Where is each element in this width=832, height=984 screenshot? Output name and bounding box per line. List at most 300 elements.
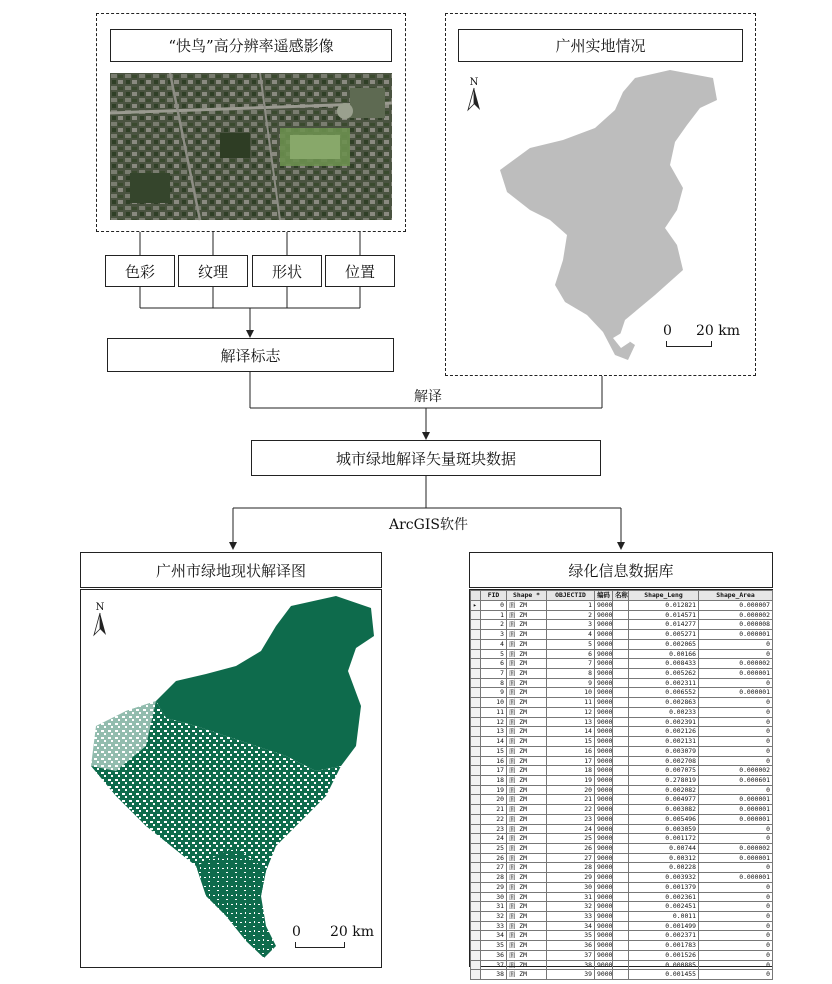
table-cell: 27 <box>481 863 507 873</box>
table-cell: 9000 <box>595 659 613 669</box>
row-selector[interactable] <box>471 630 481 640</box>
feature-color: 色彩 <box>105 255 175 287</box>
table-cell: 0.002391 <box>629 717 699 727</box>
table-cell: 33 <box>481 921 507 931</box>
table-cell <box>613 785 629 795</box>
table-row[interactable] <box>471 756 773 766</box>
table-cell: 0.012821 <box>629 601 699 611</box>
table-cell: 9000 <box>595 688 613 698</box>
table-cell: 17 <box>547 756 595 766</box>
table-row[interactable] <box>471 882 773 892</box>
table-body <box>471 601 773 980</box>
table-cell: 24 <box>481 834 507 844</box>
table-cell: 0 <box>699 921 773 931</box>
table-cell: 25 <box>481 843 507 853</box>
table-cell <box>613 814 629 824</box>
table-cell <box>613 805 629 815</box>
interpretation-sign-box: 解译标志 <box>107 338 394 372</box>
table-cell: 9 <box>481 688 507 698</box>
table-cell: 9000 <box>595 610 613 620</box>
table-cell: 9000 <box>595 785 613 795</box>
guangzhou-outline-map <box>495 70 725 370</box>
row-selector[interactable] <box>471 931 481 941</box>
table-row[interactable] <box>471 873 773 883</box>
table-cell: 35 <box>547 931 595 941</box>
column-header[interactable]: OBJECTID <box>547 591 595 601</box>
north-arrow-icon <box>467 88 481 110</box>
table-row[interactable] <box>471 639 773 649</box>
table-cell: 0.000002 <box>699 843 773 853</box>
north-label-bottom: N <box>95 602 105 613</box>
table-cell: 5 <box>547 639 595 649</box>
table-cell: 15 <box>481 746 507 756</box>
row-selector[interactable] <box>471 853 481 863</box>
row-selector[interactable] <box>471 941 481 951</box>
row-selector[interactable] <box>471 950 481 960</box>
table-cell <box>613 678 629 688</box>
table-cell: 9000 <box>595 882 613 892</box>
table-row[interactable] <box>471 805 773 815</box>
table-cell: 0.005496 <box>629 814 699 824</box>
table-cell: 面 ZM <box>507 639 547 649</box>
row-selector[interactable] <box>471 863 481 873</box>
row-selector[interactable] <box>471 707 481 717</box>
table-cell: 0.001526 <box>629 950 699 960</box>
table-cell: 0 <box>699 639 773 649</box>
table-cell: 面 ZM <box>507 902 547 912</box>
table-cell <box>613 950 629 960</box>
table-cell <box>613 639 629 649</box>
table-cell: 面 ZM <box>507 863 547 873</box>
table-cell: 面 ZM <box>507 931 547 941</box>
table-cell: 19 <box>481 785 507 795</box>
feature-shape: 形状 <box>252 255 322 287</box>
table-cell: 32 <box>481 912 507 922</box>
table-row[interactable] <box>471 620 773 630</box>
table-cell: 39 <box>547 970 595 980</box>
row-selector[interactable] <box>471 775 481 785</box>
row-selector[interactable] <box>471 737 481 747</box>
table-cell: 0 <box>699 970 773 980</box>
row-selector[interactable] <box>471 639 481 649</box>
table-cell: 面 ZM <box>507 970 547 980</box>
table-cell: 32 <box>547 902 595 912</box>
table-cell: 0.000001 <box>699 805 773 815</box>
table-cell: 0 <box>481 601 507 611</box>
table-cell: 9000 <box>595 921 613 931</box>
table-cell: 0.000007 <box>699 601 773 611</box>
table-row[interactable] <box>471 630 773 640</box>
row-selector[interactable] <box>471 843 481 853</box>
table-cell: 面 ZM <box>507 688 547 698</box>
table-cell: 24 <box>547 824 595 834</box>
table-row[interactable] <box>471 737 773 747</box>
table-cell: 面 ZM <box>507 795 547 805</box>
table-row[interactable] <box>471 824 773 834</box>
column-header[interactable]: Shape_Leng <box>629 591 699 601</box>
table-cell <box>613 970 629 980</box>
table-cell: 8 <box>481 678 507 688</box>
table-cell: 9000 <box>595 912 613 922</box>
table-cell: 9000 <box>595 824 613 834</box>
table-cell: 1 <box>547 601 595 611</box>
row-selector[interactable] <box>471 717 481 727</box>
table-cell: 17 <box>481 766 507 776</box>
table-row[interactable] <box>471 941 773 951</box>
table-cell: 5 <box>481 649 507 659</box>
table-row[interactable] <box>471 601 773 611</box>
table-cell: 33 <box>547 912 595 922</box>
table-cell <box>613 960 629 970</box>
table-header-row <box>471 591 773 601</box>
table-cell: 23 <box>481 824 507 834</box>
table-cell: 0.002371 <box>629 931 699 941</box>
table-cell: 0.005262 <box>629 669 699 679</box>
table-row[interactable] <box>471 610 773 620</box>
table-row[interactable] <box>471 698 773 708</box>
table-cell: 9000 <box>595 727 613 737</box>
row-selector-header <box>471 591 481 601</box>
table-cell: 26 <box>481 853 507 863</box>
row-selector[interactable] <box>471 824 481 834</box>
table-cell: 9000 <box>595 902 613 912</box>
table-cell <box>613 843 629 853</box>
table-cell: 0.003082 <box>629 805 699 815</box>
column-header[interactable]: Shape * <box>507 591 547 601</box>
column-header[interactable]: Shape_Area <box>699 591 773 601</box>
table-cell: 面 ZM <box>507 892 547 902</box>
vector-data-box: 城市绿地解译矢量斑块数据 <box>251 440 601 476</box>
table-row[interactable] <box>471 688 773 698</box>
table-cell: 0.014277 <box>629 620 699 630</box>
table-row[interactable] <box>471 921 773 931</box>
table-cell: 16 <box>481 756 507 766</box>
row-selector[interactable] <box>471 688 481 698</box>
table-cell <box>613 610 629 620</box>
table-row[interactable] <box>471 766 773 776</box>
row-selector[interactable] <box>471 785 481 795</box>
table-cell: 29 <box>547 873 595 883</box>
table-cell: 38 <box>481 970 507 980</box>
scale-bar-bottom <box>295 942 345 948</box>
row-selector[interactable] <box>471 873 481 883</box>
table-cell: 0.002065 <box>629 639 699 649</box>
table-cell: 面 ZM <box>507 785 547 795</box>
table-cell: 38 <box>547 960 595 970</box>
table-cell <box>613 707 629 717</box>
table-cell: 9000 <box>595 756 613 766</box>
scale-zero-top: 0 <box>663 323 672 339</box>
table-cell: 9000 <box>595 960 613 970</box>
table-cell: 9000 <box>595 941 613 951</box>
table-row[interactable] <box>471 912 773 922</box>
table-cell: 0.000002 <box>699 610 773 620</box>
table-cell: 9000 <box>595 698 613 708</box>
table-row[interactable] <box>471 795 773 805</box>
table-cell: 20 <box>547 785 595 795</box>
table-cell: 0.000002 <box>699 766 773 776</box>
table-cell: 0.000885 <box>629 960 699 970</box>
table-cell: 0.00228 <box>629 863 699 873</box>
column-header[interactable]: 名称 <box>613 591 629 601</box>
row-selector[interactable] <box>471 727 481 737</box>
table-cell: 36 <box>481 950 507 960</box>
table-cell: 0.003079 <box>629 746 699 756</box>
table-cell: 面 ZM <box>507 746 547 756</box>
row-selector[interactable] <box>471 892 481 902</box>
table-cell <box>613 873 629 883</box>
table-cell: 2 <box>547 610 595 620</box>
table-cell: 面 ZM <box>507 766 547 776</box>
table-cell: 0.000002 <box>699 659 773 669</box>
table-cell: 0 <box>699 756 773 766</box>
row-selector[interactable] <box>471 902 481 912</box>
table-cell <box>613 853 629 863</box>
feature-position: 位置 <box>325 255 395 287</box>
table-row[interactable] <box>471 843 773 853</box>
table-cell: 0.278019 <box>629 775 699 785</box>
table-cell: 面 ZM <box>507 601 547 611</box>
table-cell: 26 <box>547 843 595 853</box>
table-cell: 面 ZM <box>507 912 547 922</box>
table-cell: 36 <box>547 941 595 951</box>
table-cell: 3 <box>547 620 595 630</box>
row-selector[interactable] <box>471 746 481 756</box>
column-header[interactable]: 编码 <box>595 591 613 601</box>
table-cell: 14 <box>481 737 507 747</box>
table-cell: 0.002863 <box>629 698 699 708</box>
table-row[interactable] <box>471 717 773 727</box>
row-selector[interactable] <box>471 766 481 776</box>
table-cell: 0 <box>699 678 773 688</box>
row-selector[interactable] <box>471 805 481 815</box>
table-cell: 0 <box>699 717 773 727</box>
row-selector[interactable] <box>471 795 481 805</box>
table-cell: 面 ZM <box>507 775 547 785</box>
table-cell: 23 <box>547 814 595 824</box>
table-cell: 0.002451 <box>629 902 699 912</box>
table-cell: 28 <box>481 873 507 883</box>
table-cell: 0.000001 <box>699 630 773 640</box>
attribute-table[interactable] <box>470 590 773 980</box>
table-row[interactable] <box>471 814 773 824</box>
table-cell: 面 ZM <box>507 805 547 815</box>
table-cell: 0 <box>699 727 773 737</box>
table-cell: 14 <box>547 727 595 737</box>
table-cell: 0 <box>699 902 773 912</box>
table-row[interactable] <box>471 727 773 737</box>
row-selector[interactable] <box>471 620 481 630</box>
table-cell: 0.001172 <box>629 834 699 844</box>
column-header[interactable]: FID <box>481 591 507 601</box>
table-cell: 9000 <box>595 649 613 659</box>
table-cell: 9000 <box>595 669 613 679</box>
row-selector[interactable] <box>471 834 481 844</box>
green-space-map <box>86 596 378 962</box>
table-cell: 面 ZM <box>507 814 547 824</box>
row-selector[interactable] <box>471 698 481 708</box>
table-cell: 9000 <box>595 717 613 727</box>
row-selector[interactable] <box>471 960 481 970</box>
table-row[interactable] <box>471 707 773 717</box>
scale-distance-bottom: 20 km <box>330 924 375 940</box>
table-cell: 0.002126 <box>629 727 699 737</box>
table-cell: 0.002131 <box>629 737 699 747</box>
table-cell: 0.005271 <box>629 630 699 640</box>
table-cell: 9000 <box>595 795 613 805</box>
table-cell: 9000 <box>595 639 613 649</box>
table-row[interactable] <box>471 649 773 659</box>
table-cell: 面 ZM <box>507 737 547 747</box>
table-row[interactable] <box>471 970 773 980</box>
guangzhou-title: 广州实地情况 <box>458 29 743 62</box>
table-cell: 0.003059 <box>629 824 699 834</box>
table-row[interactable] <box>471 892 773 902</box>
table-cell: 0 <box>699 746 773 756</box>
table-cell: 9 <box>547 678 595 688</box>
table-row[interactable] <box>471 659 773 669</box>
table-cell: 9000 <box>595 843 613 853</box>
table-cell: 12 <box>481 717 507 727</box>
table-cell: 9000 <box>595 746 613 756</box>
table-cell: 9000 <box>595 620 613 630</box>
table-cell: 面 ZM <box>507 950 547 960</box>
table-cell: 37 <box>481 960 507 970</box>
table-cell: 22 <box>481 814 507 824</box>
scale-distance-top: 20 km <box>696 323 741 339</box>
table-cell: 0.002361 <box>629 892 699 902</box>
table-cell: 34 <box>547 921 595 931</box>
table-cell: 9000 <box>595 853 613 863</box>
table-cell: 18 <box>547 766 595 776</box>
table-cell: 面 ZM <box>507 921 547 931</box>
table-cell: 0 <box>699 892 773 902</box>
table-cell: 6 <box>547 649 595 659</box>
table-cell: 面 ZM <box>507 707 547 717</box>
table-cell <box>613 941 629 951</box>
table-cell: 0.014571 <box>629 610 699 620</box>
row-selector[interactable] <box>471 756 481 766</box>
row-selector[interactable] <box>471 814 481 824</box>
table-row[interactable] <box>471 863 773 873</box>
table-row[interactable] <box>471 950 773 960</box>
table-row[interactable] <box>471 746 773 756</box>
table-cell: 面 ZM <box>507 853 547 863</box>
table-cell <box>613 688 629 698</box>
table-row[interactable] <box>471 834 773 844</box>
table-cell: 9000 <box>595 950 613 960</box>
table-cell <box>613 892 629 902</box>
table-cell: 20 <box>481 795 507 805</box>
row-selector[interactable] <box>471 659 481 669</box>
row-selector[interactable] <box>471 678 481 688</box>
north-label-top: N <box>469 77 479 88</box>
table-cell: 29 <box>481 882 507 892</box>
north-arrow-top <box>467 77 481 113</box>
table-cell: 9000 <box>595 873 613 883</box>
table-cell: 15 <box>547 737 595 747</box>
table-row[interactable] <box>471 785 773 795</box>
row-selector[interactable]: ▸ <box>471 601 481 611</box>
table-cell: 12 <box>547 707 595 717</box>
table-cell: 面 ZM <box>507 620 547 630</box>
table-cell: 0 <box>699 824 773 834</box>
table-cell <box>613 824 629 834</box>
table-cell <box>613 834 629 844</box>
table-cell: 0.000001 <box>699 814 773 824</box>
table-cell <box>613 863 629 873</box>
table-row[interactable] <box>471 931 773 941</box>
table-cell: 0 <box>699 912 773 922</box>
table-cell: 27 <box>547 853 595 863</box>
table-cell: 0.001379 <box>629 882 699 892</box>
table-cell <box>613 601 629 611</box>
table-cell: 9000 <box>595 834 613 844</box>
table-cell: 面 ZM <box>507 834 547 844</box>
row-selector[interactable] <box>471 649 481 659</box>
table-cell <box>613 659 629 669</box>
table-cell: 11 <box>481 707 507 717</box>
row-selector[interactable] <box>471 921 481 931</box>
table-row[interactable] <box>471 669 773 679</box>
table-cell: 9000 <box>595 970 613 980</box>
table-cell: 0.0011 <box>629 912 699 922</box>
row-selector[interactable] <box>471 970 481 980</box>
table-cell: 31 <box>481 902 507 912</box>
table-cell: 0.001783 <box>629 941 699 951</box>
table-cell: 面 ZM <box>507 882 547 892</box>
table-cell: 0 <box>699 950 773 960</box>
table-cell: 面 ZM <box>507 824 547 834</box>
database-title: 绿化信息数据库 <box>469 552 773 588</box>
table-cell: 9000 <box>595 863 613 873</box>
table-row[interactable] <box>471 902 773 912</box>
table-cell: 3 <box>481 630 507 640</box>
table-cell <box>613 882 629 892</box>
table-cell: 面 ZM <box>507 698 547 708</box>
row-selector[interactable] <box>471 610 481 620</box>
table-cell: 面 ZM <box>507 717 547 727</box>
table-cell: 0 <box>699 649 773 659</box>
table-cell <box>613 737 629 747</box>
table-cell: 13 <box>481 727 507 737</box>
table-cell: 13 <box>547 717 595 727</box>
table-cell: 7 <box>481 669 507 679</box>
row-selector[interactable] <box>471 882 481 892</box>
table-cell <box>613 620 629 630</box>
table-cell: 11 <box>547 698 595 708</box>
table-cell: 面 ZM <box>507 630 547 640</box>
table-cell: 0 <box>699 737 773 747</box>
row-selector[interactable] <box>471 669 481 679</box>
table-cell: 18 <box>481 775 507 785</box>
table-cell: 0.000001 <box>699 688 773 698</box>
table-cell: 面 ZM <box>507 756 547 766</box>
table-cell: 0.002708 <box>629 756 699 766</box>
table-cell: 面 ZM <box>507 610 547 620</box>
table-row[interactable] <box>471 960 773 970</box>
table-cell: 0 <box>699 698 773 708</box>
table-cell: 0.000001 <box>699 795 773 805</box>
table-row[interactable] <box>471 853 773 863</box>
table-row[interactable] <box>471 678 773 688</box>
row-selector[interactable] <box>471 912 481 922</box>
table-cell: 0.007075 <box>629 766 699 776</box>
table-cell: 10 <box>547 688 595 698</box>
table-cell: 28 <box>547 863 595 873</box>
table-row[interactable] <box>471 775 773 785</box>
table-cell: 6 <box>481 659 507 669</box>
